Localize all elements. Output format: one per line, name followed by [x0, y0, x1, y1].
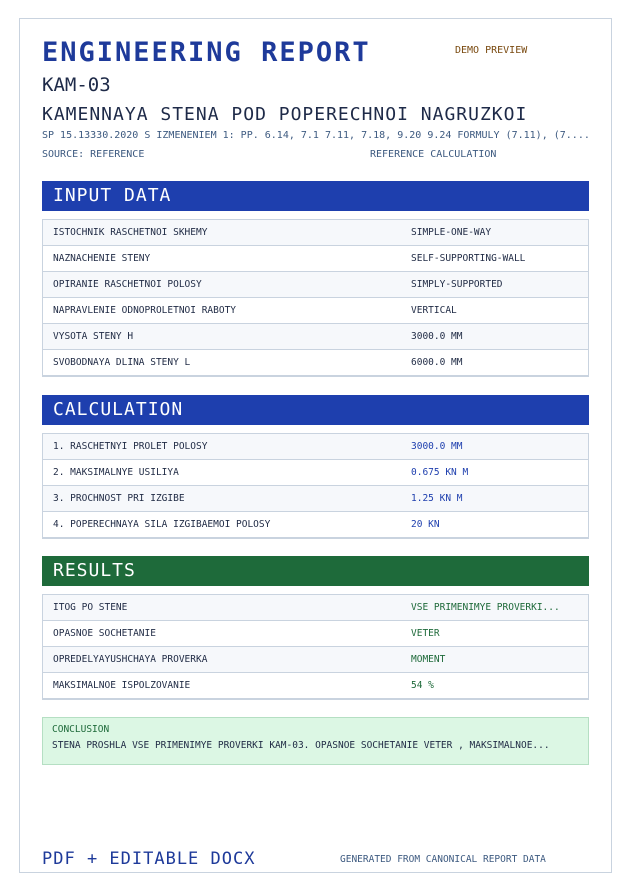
row-value: 3000.0 MM [411, 331, 463, 342]
row-value: 54 % [411, 680, 434, 691]
row-key: SVOBODNAYA DLINA STENY L [53, 357, 191, 368]
table-row [43, 349, 588, 376]
table-row [43, 271, 588, 298]
row-key: VYSOTA STENY H [53, 331, 134, 342]
results-heading: RESULTS [42, 556, 589, 586]
generation-note: GENERATED FROM CANONICAL REPORT DATA [340, 854, 546, 865]
row-value: 1.25 KN M [411, 493, 463, 504]
row-value: SIMPLY-SUPPORTED [411, 279, 503, 290]
report-page [19, 18, 612, 873]
row-value: 0.675 KN M [411, 467, 469, 478]
report-code: KAM-03 [42, 74, 111, 96]
input-data-table [42, 219, 589, 377]
row-value: 3000.0 MM [411, 441, 463, 452]
report-title: ENGINEERING REPORT [42, 37, 371, 68]
row-value: VERTICAL [411, 305, 457, 316]
table-row [43, 620, 588, 647]
row-key: OPIRANIE RASCHETNOI POLOSY [53, 279, 202, 290]
row-value: SELF-SUPPORTING-WALL [411, 253, 526, 264]
table-row [43, 672, 588, 699]
table-row [43, 297, 588, 324]
conclusion-box [42, 717, 589, 765]
table-row [43, 594, 588, 621]
row-value: VSE PRIMENIMYE PROVERKI... [411, 602, 560, 613]
row-key: NAZNACHENIE STENY [53, 253, 151, 264]
row-key: OPREDELYAYUSHCHAYA PROVERKA [53, 654, 208, 665]
input-data-heading: INPUT DATA [42, 181, 589, 211]
row-key: 4. POPERECHNAYA SILA IZGIBAEMOI POLOSY [53, 519, 271, 530]
source-label: SOURCE: REFERENCE [42, 149, 145, 160]
table-row [43, 646, 588, 673]
table-row [43, 511, 588, 538]
table-row [43, 219, 588, 246]
conclusion-text: STENA PROSHLA VSE PRIMENIMYE PROVERKI KAM-03. OPASNOE SOCHETANIE VETER , MAKSIMALNOE... [52, 740, 550, 751]
calculation-table [42, 433, 589, 539]
row-value: SIMPLE-ONE-WAY [411, 227, 492, 238]
row-value: 6000.0 MM [411, 357, 463, 368]
calculation-heading: CALCULATION [42, 395, 589, 425]
row-key: ITOG PO STENE [53, 602, 128, 613]
row-key: 3. PROCHNOST PRI IZGIBE [53, 493, 185, 504]
table-row [43, 323, 588, 350]
table-row [43, 245, 588, 272]
row-key: OPASNOE SOCHETANIE [53, 628, 156, 639]
row-key: ISTOCHNIK RASCHETNOI SKHEMY [53, 227, 208, 238]
row-key: 1. RASCHETNYI PROLET POLOSY [53, 441, 208, 452]
norms-reference: SP 15.13330.2020 S IZMENENIEM 1: PP. 6.14, 7.1 7.11, 7.18, 9.20 9.24 FORMULY (7.11), (7.... [42, 130, 590, 141]
row-key: 2. MAKSIMALNYE USILIYA [53, 467, 179, 478]
results-table [42, 594, 589, 700]
row-value: 20 KN [411, 519, 440, 530]
table-row [43, 459, 588, 486]
row-key: NAPRAVLENIE ODNOPROLETNOI RABOTY [53, 305, 237, 316]
row-key: MAKSIMALNOE ISPOLZOVANIE [53, 680, 191, 691]
export-formats: PDF + EDITABLE DOCX [42, 849, 256, 869]
calculation-mode: REFERENCE CALCULATION [370, 149, 497, 160]
report-subject: KAMENNAYA STENA POD POPERECHNOI NAGRUZKOI [42, 104, 528, 125]
table-row [43, 433, 588, 460]
table-row [43, 485, 588, 512]
row-value: VETER [411, 628, 440, 639]
row-value: MOMENT [411, 654, 446, 665]
conclusion-label: CONCLUSION [52, 724, 110, 735]
demo-badge: DEMO PREVIEW [455, 45, 528, 56]
